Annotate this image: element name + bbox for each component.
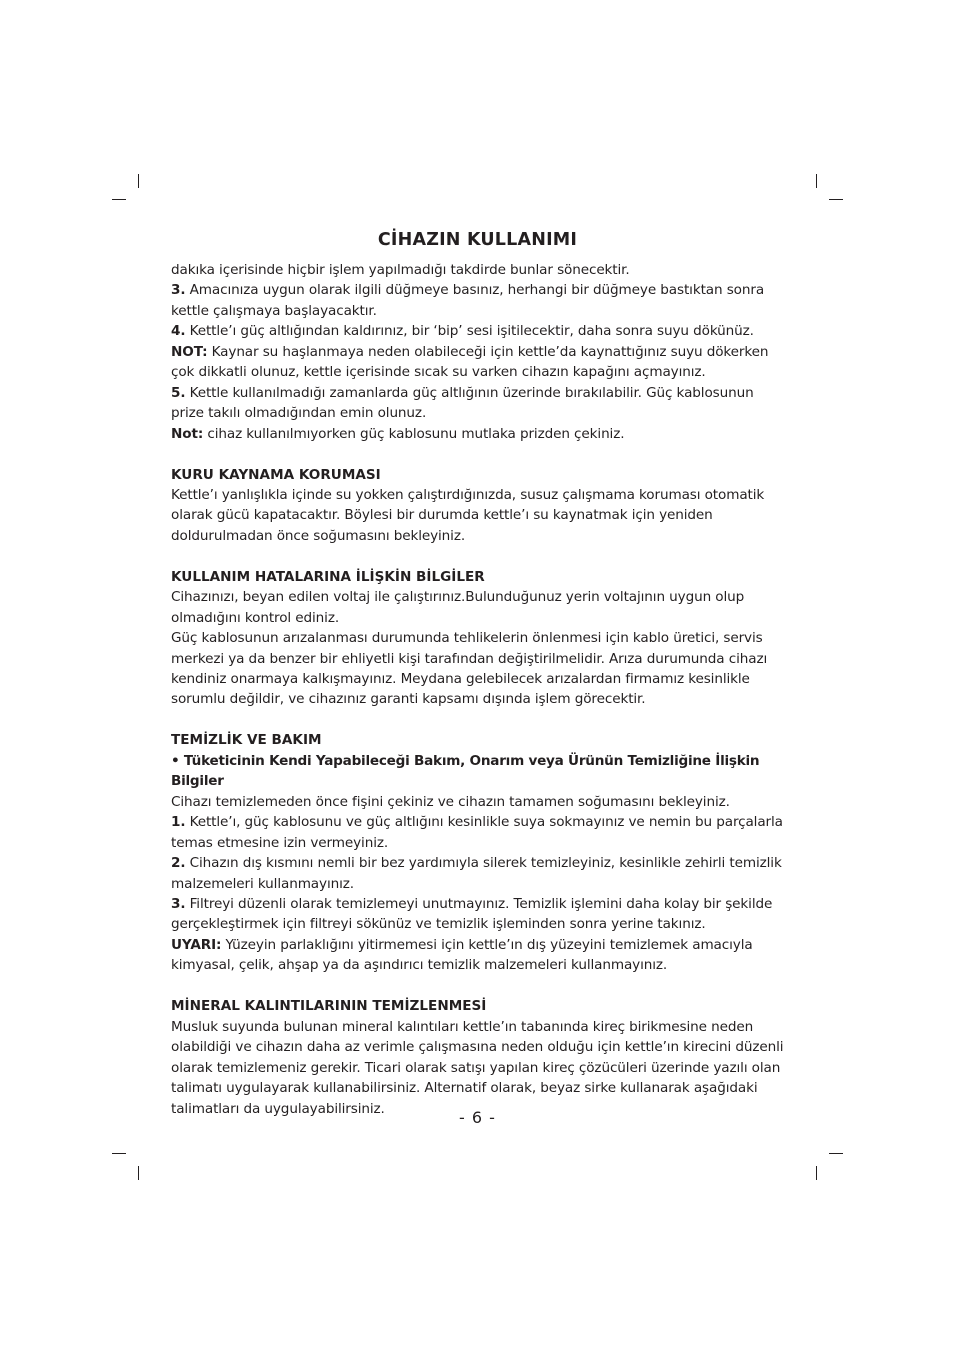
step-4-text: Kettle’ı güç altlığından kaldırınız, bir ‘bip’ sesi işitilecektir, daha sonra suyu dökünüz.	[185, 323, 754, 340]
step-3	[171, 280, 787, 321]
page-title: CİHAZIN KULLANIMI	[377, 230, 578, 250]
cleaning-step-3	[171, 894, 787, 935]
mineral-section	[171, 996, 787, 1119]
cleaning-step-3-number: 3.	[171, 896, 186, 912]
cleaning-warning	[171, 935, 787, 976]
note-1-label: NOT:	[171, 343, 208, 360]
misuse-paragraph-1: Cihazınızı, beyan edilen voltaj ile çalıştırınız.Bulunduğunuz yerin voltajının uygun olup olmadığını kontrol ediniz.	[171, 589, 745, 626]
step-3-text: Amacınıza uygun olarak ilgili düğmeye basınız, herhangi bir düğmeye bastıktan sonra kettle çalışmaya başlayacaktır.	[171, 282, 765, 319]
note-2-text: cihaz kullanılmıyorken güç kablosunu mutlaka prizden çekiniz.	[203, 425, 625, 442]
cleaning-intro: Cihazı temizlemeden önce fişini çekiniz ve cihazın tamamen soğumasını bekleyiniz.	[171, 793, 730, 810]
cleaning-step-2-text: Cihazın dış kısmını nemli bir bez yardımıyla silerek temizleyiniz, kesinlikle zehirli temizlik malzemeleri kullanmayınız.	[171, 855, 782, 892]
crop-mark-top-left-horizontal	[112, 199, 126, 200]
step-5-number: 5.	[171, 384, 186, 401]
note-2	[171, 424, 787, 444]
crop-mark-top-right-vertical	[816, 174, 817, 188]
dry-boil-text: Kettle’ı yanlışlıkla içinde su yokken çalıştırdığınızda, susuz çalışmama koruması otomatik olarak gücü kapatacaktır. Böylesi bir durumda kettle’ı su kaynatmak için yeniden doldurulmadan önce soğumasını bekleyiniz.	[171, 486, 765, 544]
mineral-text: Musluk suyunda bulunan mineral kalıntıları kettle’ın tabanında kireç birikmesine neden olabildiği ve cihazın daha az verimle çalışmasına neden olduğu için kettle’ın kirecini düzenli olarak temizlemeniz gerekir. Ticari olarak satışı yapılan kireç çözücüleri üzerinde yazılı olan talimatı uygulayarak kullanabilirsiniz. Alternatif olarak, beyaz sirke kullanarak aşağıdaki talimatları da uygulayabilirsiniz.	[171, 1018, 784, 1117]
cleaning-step-2	[171, 853, 787, 894]
crop-mark-top-right-horizontal	[829, 199, 843, 200]
cleaning-warning-label: UYARI:	[171, 936, 222, 953]
step-4	[171, 321, 787, 341]
page-number: - 6 -	[459, 1108, 496, 1127]
misuse-section	[171, 567, 787, 710]
dry-boil-section	[171, 465, 787, 547]
page-body	[171, 260, 787, 1119]
cleaning-step-1-text: Kettle’ı, güç kablosunu ve güç altlığını kesinlikle suya sokmayınız ve nemin bu parçalarla temas etmesine izin vermeyiniz.	[171, 814, 783, 851]
cleaning-step-1-number: 1.	[171, 814, 186, 831]
crop-mark-bottom-right-vertical	[816, 1166, 817, 1180]
crop-mark-top-left-vertical	[138, 174, 139, 188]
crop-mark-bottom-left-vertical	[138, 1166, 139, 1180]
note-1	[171, 342, 787, 383]
note-2-label: Not:	[171, 425, 204, 442]
crop-mark-bottom-right-horizontal	[829, 1153, 843, 1154]
misuse-paragraph-2: Güç kablosunun arızalanması durumunda tehlikelerin önlenmesi için kablo üretici, servis merkezi ya da benzer bir ehliyetli kişi tarafından değiştirilmelidir. Arıza durumunda cihazı kendiniz onarmaya kalkışmayınız. Meydana gelebilecek arızalardan firmamız kesinlikle sorumlu değildir, ve cihazınız garanti kapsamı dışında işlem görecektir.	[171, 630, 768, 708]
step-5	[171, 383, 787, 424]
cleaning-step-2-number: 2.	[171, 855, 186, 872]
crop-mark-bottom-left-horizontal	[112, 1153, 126, 1154]
intro-section	[171, 260, 787, 444]
mineral-heading: MİNERAL KALINTILARININ TEMİZLENMESİ	[171, 998, 487, 1015]
step-3-number: 3.	[171, 282, 186, 299]
cleaning-step-3-text: Filtreyi düzenli olarak temizlemeyi unutmayınız. Temizlik işlemini daha kolay bir şekilde gerçekleştirmek için filtreyi sökünüz ve temizlik işleminden sonra yerine takınız.	[171, 896, 773, 933]
intro-line: dakıka içerisinde hiçbir işlem yapılmadığı takdirde bunlar sönecektir.	[171, 262, 630, 278]
cleaning-section	[171, 730, 787, 975]
step-4-number: 4.	[171, 323, 186, 340]
cleaning-heading: TEMİZLİK VE BAKIM	[171, 732, 322, 749]
cleaning-warning-text: Yüzeyin parlaklığını yitirmemesi için kettle’ın dış yüzeyini temizlemek amacıyla kimyasal, çelik, ahşap ya da aşındırıcı temizlik malzemeleri kullanmayınız.	[171, 936, 753, 974]
cleaning-step-1	[171, 812, 787, 853]
dry-boil-heading: KURU KAYNAMA KORUMASI	[171, 466, 381, 483]
cleaning-subheading: • Tüketicinin Kendi Yapabileceği Bakım, Onarım veya Ürünün Temizliğine İlişkin Bilgiler	[171, 752, 760, 790]
misuse-heading: KULLANIM HATALARINA İLİŞKİN BİLGİLER	[171, 568, 485, 585]
note-1-text: Kaynar su haşlanmaya neden olabileceği için kettle’da kaynattığınız suyu dökerken çok dikkatli olunuz, kettle içerisinde sıcak su varken cihazın kapağını açmayınız.	[171, 343, 769, 381]
step-5-text: Kettle kullanılmadığı zamanlarda güç altlığının üzerinde bırakılabilir. Güç kablosunun prize takılı olmadığından emin olunuz.	[171, 384, 754, 422]
